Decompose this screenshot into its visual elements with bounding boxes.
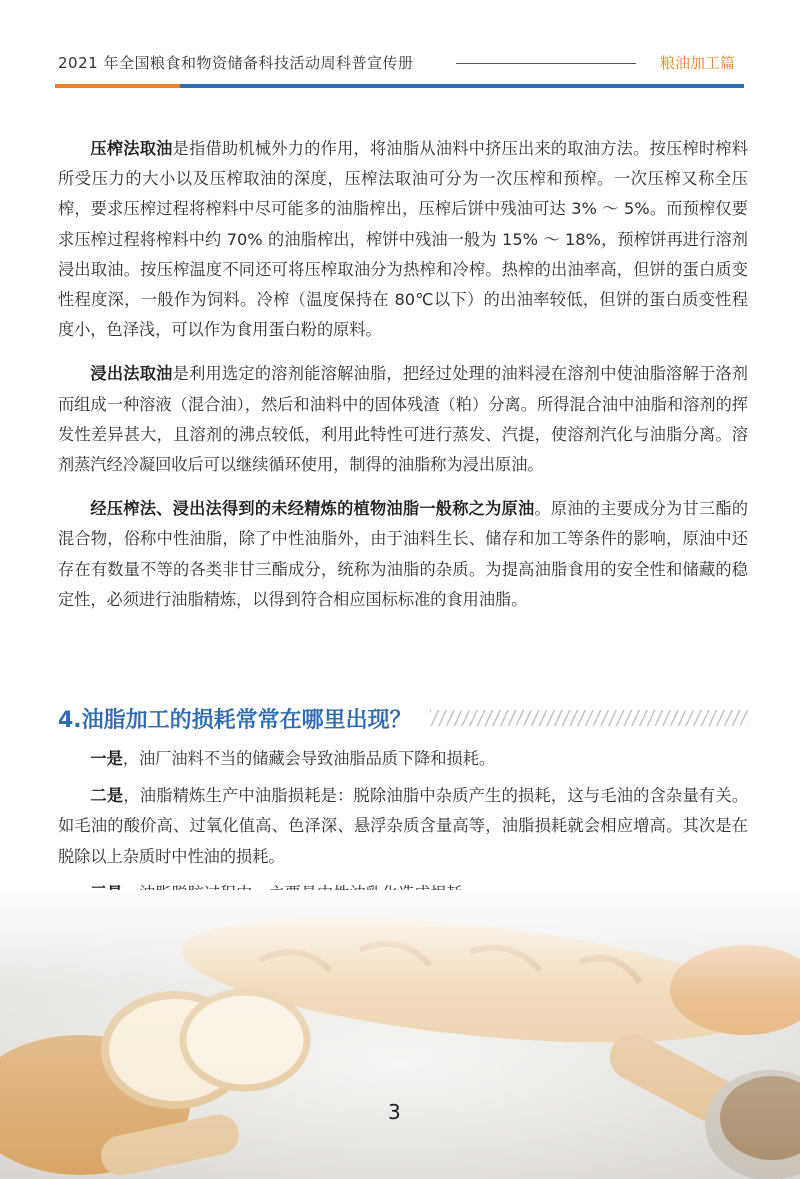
loss-item bbox=[58, 781, 748, 872]
loss-item-lead: 二是 bbox=[90, 786, 124, 806]
paragraph-text: 。原油的主要成分为甘三酯的混合物，俗称中性油脂，除了中性油脂外，由于油料生长、储存和加工等条件的影响，原油中还存在有数量不等的各类非甘三酯成分，统称为油脂的杂质。为提高油脂食用的安全性和储藏的稳定性，必须进行油脂精炼，以得到符合相应国标标准的食用油脂。 bbox=[58, 499, 749, 609]
header-divider bbox=[456, 63, 636, 64]
page-header bbox=[0, 0, 800, 90]
paragraph-pressing bbox=[58, 134, 748, 345]
paragraph-extraction bbox=[58, 359, 748, 480]
main-body bbox=[58, 134, 748, 629]
heading-hatch-decoration bbox=[430, 710, 748, 726]
page-number: 3 bbox=[388, 1100, 401, 1124]
paragraph-text: 是指借助机械外力的作用，将油脂从油料中挤压出来的取油方法。按压榨时榨料所受压力的大小以及压榨取油的深度，压榨法取油可分为一次压榨和预榨。一次压榨又称全压榨，要求压榨过程将榨料中尽可能多的油脂榨出，压榨后饼中残油可达 3% ～ 5%。而预榨仅要求压榨过程将榨料中约 70% 的油脂榨出，榨饼中残油一般为 15% ～ 18%，预榨饼再进行溶剂浸出取油。按压榨温度不同还可将压榨取油分为热榨和冷榨。热榨的出油率高，但饼的蛋白质变性程度深，一般作为饲料。冷榨（温度保持在 80℃以下）的出油率较低，但饼的蛋白质变性程度小，色泽浅，可以作为食用蛋白粉的原料。 bbox=[58, 139, 748, 340]
header-band-blue bbox=[180, 84, 744, 88]
fade-overlay bbox=[0, 890, 800, 1179]
section-heading bbox=[58, 700, 748, 736]
loss-item-text: ，油脂精炼生产中油脂损耗是：脱除油脂中杂质产生的损耗，这与毛油的含杂量有关。如毛油的酸价高、过氧化值高、色泽深、悬浮杂质含量高等，油脂损耗就会相应增高。其次是在脱除以上杂质时中性油的损耗。 bbox=[58, 786, 749, 866]
header-band-orange bbox=[55, 84, 180, 88]
paragraph-lead: 浸出法取油 bbox=[90, 364, 173, 384]
loss-item-lead: 一是 bbox=[90, 749, 123, 768]
loss-item bbox=[58, 744, 748, 774]
booklet-title: 2021 年全国粮食和物资储备科技活动周科普宣传册 bbox=[58, 54, 414, 72]
section-label: 粮油加工篇 bbox=[660, 54, 736, 72]
paragraph-lead: 经压榨法、浸出法得到的未经精炼的植物油脂一般称之为原油 bbox=[90, 499, 535, 519]
section-heading-text: 4.油脂加工的损耗常常在哪里出现？ bbox=[58, 707, 412, 733]
bread-background-illustration bbox=[0, 890, 800, 1179]
paragraph-lead: 压榨法取油 bbox=[90, 139, 173, 158]
loss-item-text: ，油厂油料不当的储藏会导致油脂品质下降和损耗。 bbox=[122, 749, 496, 768]
paragraph-text: 是利用选定的溶剂能溶解油脂，把经过处理的油料浸在溶剂中使油脂溶解于洛剂而组成一种溶液（混合油），然后和油料中的固体残渣（粕）分离。所得混合油中油脂和溶剂的挥发性差异甚大，且溶剂的沸点较低，利用此特性可进行蒸发、汽提，使溶剂汽化与油脂分离。溶剂蒸汽经冷凝回收后可以继续循环使用，制得的油脂称为浸出原油。 bbox=[58, 364, 748, 475]
paragraph-crude-oil bbox=[58, 494, 748, 615]
